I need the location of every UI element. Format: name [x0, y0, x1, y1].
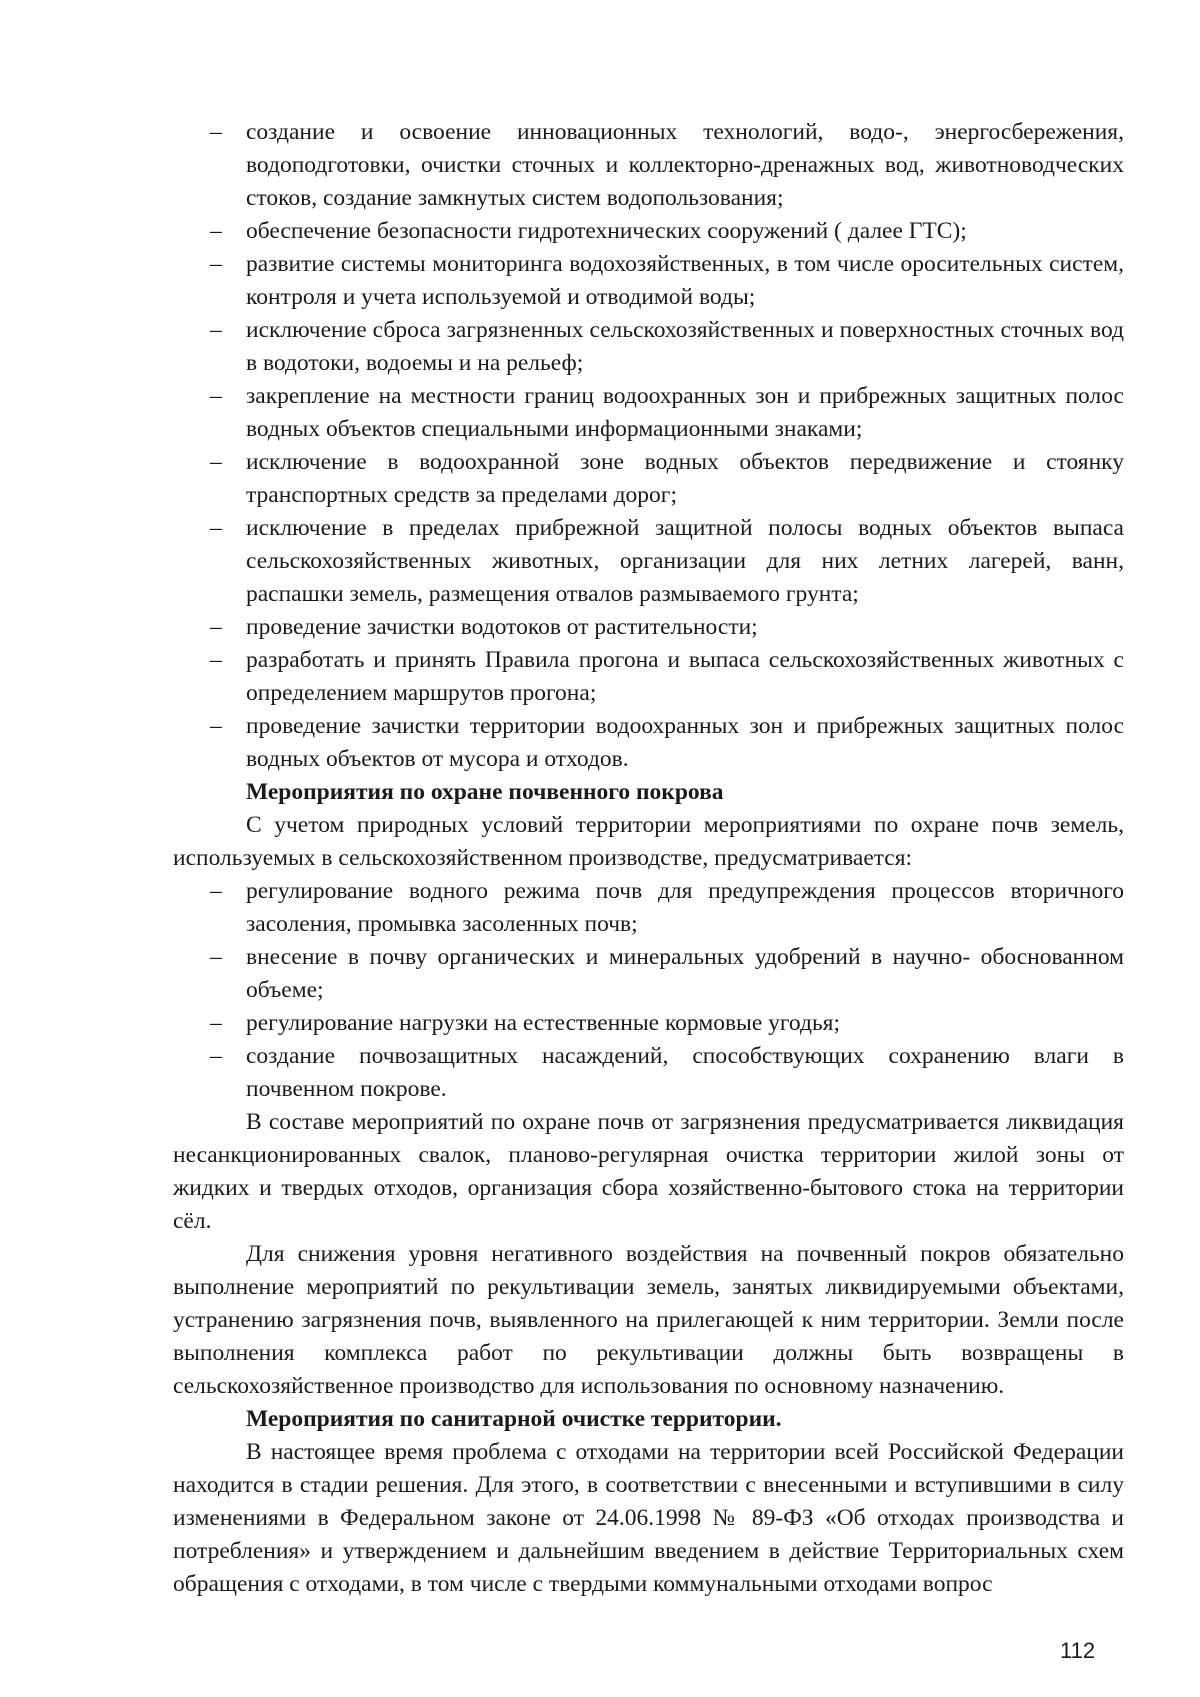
- list-item: [173, 875, 1124, 941]
- list-item: [173, 941, 1124, 1007]
- dash-marker: –: [210, 383, 222, 409]
- dash-marker: –: [210, 317, 222, 343]
- list-item-text: исключение в пределах прибрежной защитной полосы водных объектов выпаса сельскохозяйственных животных, организации для них летних лагерей, ванн, распашки земель, размещения отвалов размываемого грунта;: [246, 515, 1124, 607]
- list-item: [173, 446, 1124, 512]
- list-item: [173, 512, 1124, 611]
- dash-marker: –: [210, 218, 222, 244]
- list-item-text: регулирование водного режима почв для предупреждения процессов вторичного засоления, промывка засоленных почв;: [246, 878, 1124, 937]
- list-item-text: исключение сброса загрязненных сельскохозяйственных и поверхностных сточных вод в водотоки, водоемы и на рельеф;: [246, 317, 1124, 376]
- dash-marker: –: [210, 944, 222, 970]
- list-item: [173, 116, 1124, 215]
- list-item-text: проведение зачистки территории водоохранных зон и прибрежных защитных полос водных объектов от мусора и отходов.: [246, 713, 1124, 772]
- list-item: [173, 710, 1124, 776]
- dash-marker: –: [210, 878, 222, 904]
- section-heading-soil: Мероприятия по охране почвенного покрова: [246, 779, 724, 805]
- list-item: [173, 611, 1124, 644]
- dash-marker: –: [210, 614, 222, 640]
- list-item-text: развитие системы мониторинга водохозяйственных, в том числе оросительных систем, контроля и учета используемой и отводимой воды;: [246, 251, 1124, 310]
- list-item-text: разработать и принять Правила прогона и выпаса сельскохозяйственных животных с определением маршрутов прогона;: [246, 647, 1124, 706]
- dash-marker: –: [210, 251, 222, 277]
- list-item-text: исключение в водоохранной зоне водных объектов передвижение и стоянку транспортных средств за пределами дорог;: [246, 449, 1124, 508]
- dash-marker: –: [210, 119, 222, 145]
- page-content: [173, 116, 1124, 1601]
- dash-marker: –: [210, 449, 222, 475]
- dash-marker: –: [210, 1043, 222, 1069]
- list-item: [173, 1007, 1124, 1040]
- list-item-text: создание почвозащитных насаждений, способствующих сохранению влаги в почвенном покрове.: [246, 1043, 1124, 1102]
- paragraph-pollution: В составе мероприятий по охране почв от загрязнения предусматривается ликвидация несанкционированных свалок, планово-регулярная очистка территории жилой зоны от жидких и твердых отходов, организация сбора хозяйственно-бытового стока на территории сёл.: [173, 1109, 1124, 1234]
- list-item-text: создание и освоение инновационных технологий, водо-, энергосбережения, водоподготовки, очистки сточных и коллекторно-дренажных вод, животноводческих стоков, создание замкнутых систем водопользования;: [246, 119, 1124, 211]
- list-item: [173, 248, 1124, 314]
- list-item-text: внесение в почву органических и минеральных удобрений в научно- обоснованном объеме;: [246, 944, 1124, 1003]
- list-item: [173, 644, 1124, 710]
- list-item-text: закрепление на местности границ водоохранных зон и прибрежных защитных полос водных объектов специальными информационными знаками;: [246, 383, 1124, 442]
- paragraph-soil-intro: С учетом природных условий территории мероприятиями по охране почв земель, используемых в сельскохозяйственном производстве, предусматривается:: [173, 812, 1124, 871]
- dash-marker: –: [210, 1010, 222, 1036]
- list-item-text: проведение зачистки водотоков от растительности;: [246, 614, 758, 640]
- dash-marker: –: [210, 647, 222, 673]
- section-heading-sanitary: Мероприятия по санитарной очистке территории.: [246, 1406, 782, 1432]
- list-item: [173, 380, 1124, 446]
- paragraph-recultivation: Для снижения уровня негативного воздействия на почвенный покров обязательно выполнение мероприятий по рекультивации земель, занятых ликвидируемыми объектами, устранению загрязнения почв, выявленного на прилегающей к ним территории. Земли после выполнения комплекса работ по рекультивации должны быть возвращены в сельскохозяйственное производство для использования по основному назначению.: [173, 1241, 1124, 1399]
- list-item: [173, 215, 1124, 248]
- list-item: [173, 1040, 1124, 1106]
- page-number: 112: [1060, 1638, 1096, 1663]
- dash-marker: –: [210, 713, 222, 739]
- list-item-text: регулирование нагрузки на естественные кормовые угодья;: [246, 1010, 841, 1036]
- list-item-text: обеспечение безопасности гидротехнических сооружений ( далее ГТС);: [246, 218, 967, 244]
- paragraph-waste: В настоящее время проблема с отходами на территории всей Российской Федерации находится в стадии решения. Для этого, в соответствии с внесенными и вступившими в силу изменениями в Федеральном законе от 24.06.1998 № 89-ФЗ «Об отходах производства и потребления» и утверждением и дальнейшим введением в действие Территориальных схем обращения с отходами, в том числе с твердыми коммунальными отходами вопрос: [173, 1439, 1124, 1597]
- dash-marker: –: [210, 515, 222, 541]
- list-item: [173, 314, 1124, 380]
